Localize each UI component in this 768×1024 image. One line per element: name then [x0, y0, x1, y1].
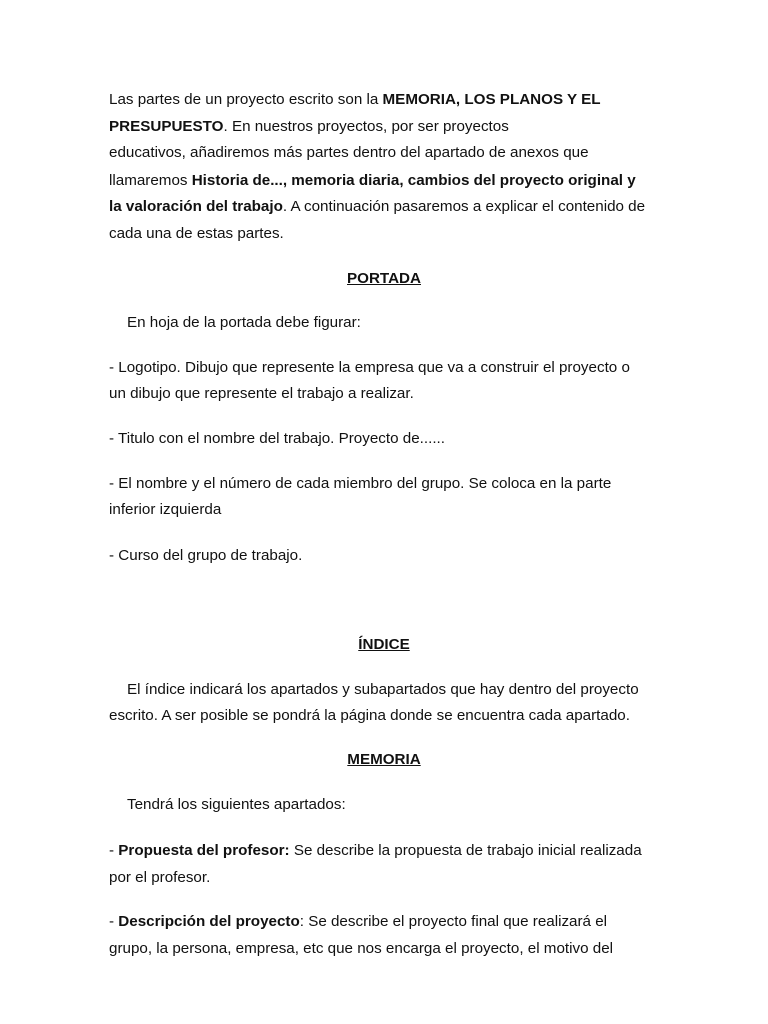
intro-line-2: [109, 117, 509, 137]
memoria-item-1-line-2: por el profesor.: [109, 869, 211, 886]
portada-item-3-line-1: - El nombre y el número de cada miembro del grupo. Se coloca en la parte: [109, 475, 612, 492]
memoria-heading: MEMORIA: [347, 751, 421, 768]
intro-bold-text: PRESUPUESTO: [109, 118, 224, 135]
list-dash: -: [109, 842, 119, 859]
intro-line-1: [109, 90, 601, 110]
indice-heading: ÍNDICE: [358, 636, 410, 653]
intro-text: Las partes de un proyecto escrito son la: [109, 91, 383, 108]
intro-text: llamaremos: [109, 172, 192, 189]
intro-bold-text: la valoración del trabajo: [109, 198, 283, 215]
memoria-item-2-line-1: [109, 912, 607, 932]
memoria-item-1-title: Propuesta del profesor:: [118, 842, 290, 859]
memoria-item-2-title: Descripción del proyecto: [118, 913, 300, 930]
indice-line-2: escrito. A ser posible se pondrá la página donde se encuentra cada apartado.: [109, 707, 630, 724]
list-dash: -: [109, 913, 119, 930]
intro-text: . A continuación pasaremos a explicar el contenido de: [282, 198, 646, 215]
intro-text: . En nuestros proyectos, por ser proyectos: [223, 118, 509, 135]
memoria-item-1-text: Se describe la propuesta de trabajo inicial realizada: [289, 842, 642, 859]
intro-line-3: educativos, añadiremos más partes dentro del apartado de anexos que: [109, 144, 589, 161]
memoria-intro: Tendrá los siguientes apartados:: [127, 796, 346, 813]
indice-line-1: El índice indicará los apartados y subapartados que hay dentro del proyecto: [127, 681, 639, 698]
portada-item-1-line-2: un dibujo que represente el trabajo a realizar.: [109, 385, 414, 402]
memoria-item-2-text: : Se describe el proyecto final que realizará el: [299, 913, 608, 930]
intro-bold-text: Historia de..., memoria diaria, cambios del proyecto original y: [191, 172, 636, 189]
intro-bold-text: MEMORIA, LOS PLANOS Y EL: [382, 91, 601, 108]
portada-item-3-line-2: inferior izquierda: [109, 501, 222, 518]
portada-item-1-line-1: - Logotipo. Dibujo que represente la empresa que va a construir el proyecto o: [109, 359, 630, 376]
portada-item-4: - Curso del grupo de trabajo.: [109, 547, 303, 564]
memoria-item-1-line-1: [109, 841, 642, 861]
memoria-item-2-line-2: grupo, la persona, empresa, etc que nos encarga el proyecto, el motivo del: [109, 940, 614, 957]
intro-line-5: [109, 197, 645, 217]
portada-heading: PORTADA: [347, 270, 421, 287]
portada-item-2: - Titulo con el nombre del trabajo. Proyecto de......: [109, 430, 445, 447]
portada-intro: En hoja de la portada debe figurar:: [127, 314, 361, 331]
intro-line-4: [109, 171, 636, 191]
intro-line-6: cada una de estas partes.: [109, 225, 284, 242]
